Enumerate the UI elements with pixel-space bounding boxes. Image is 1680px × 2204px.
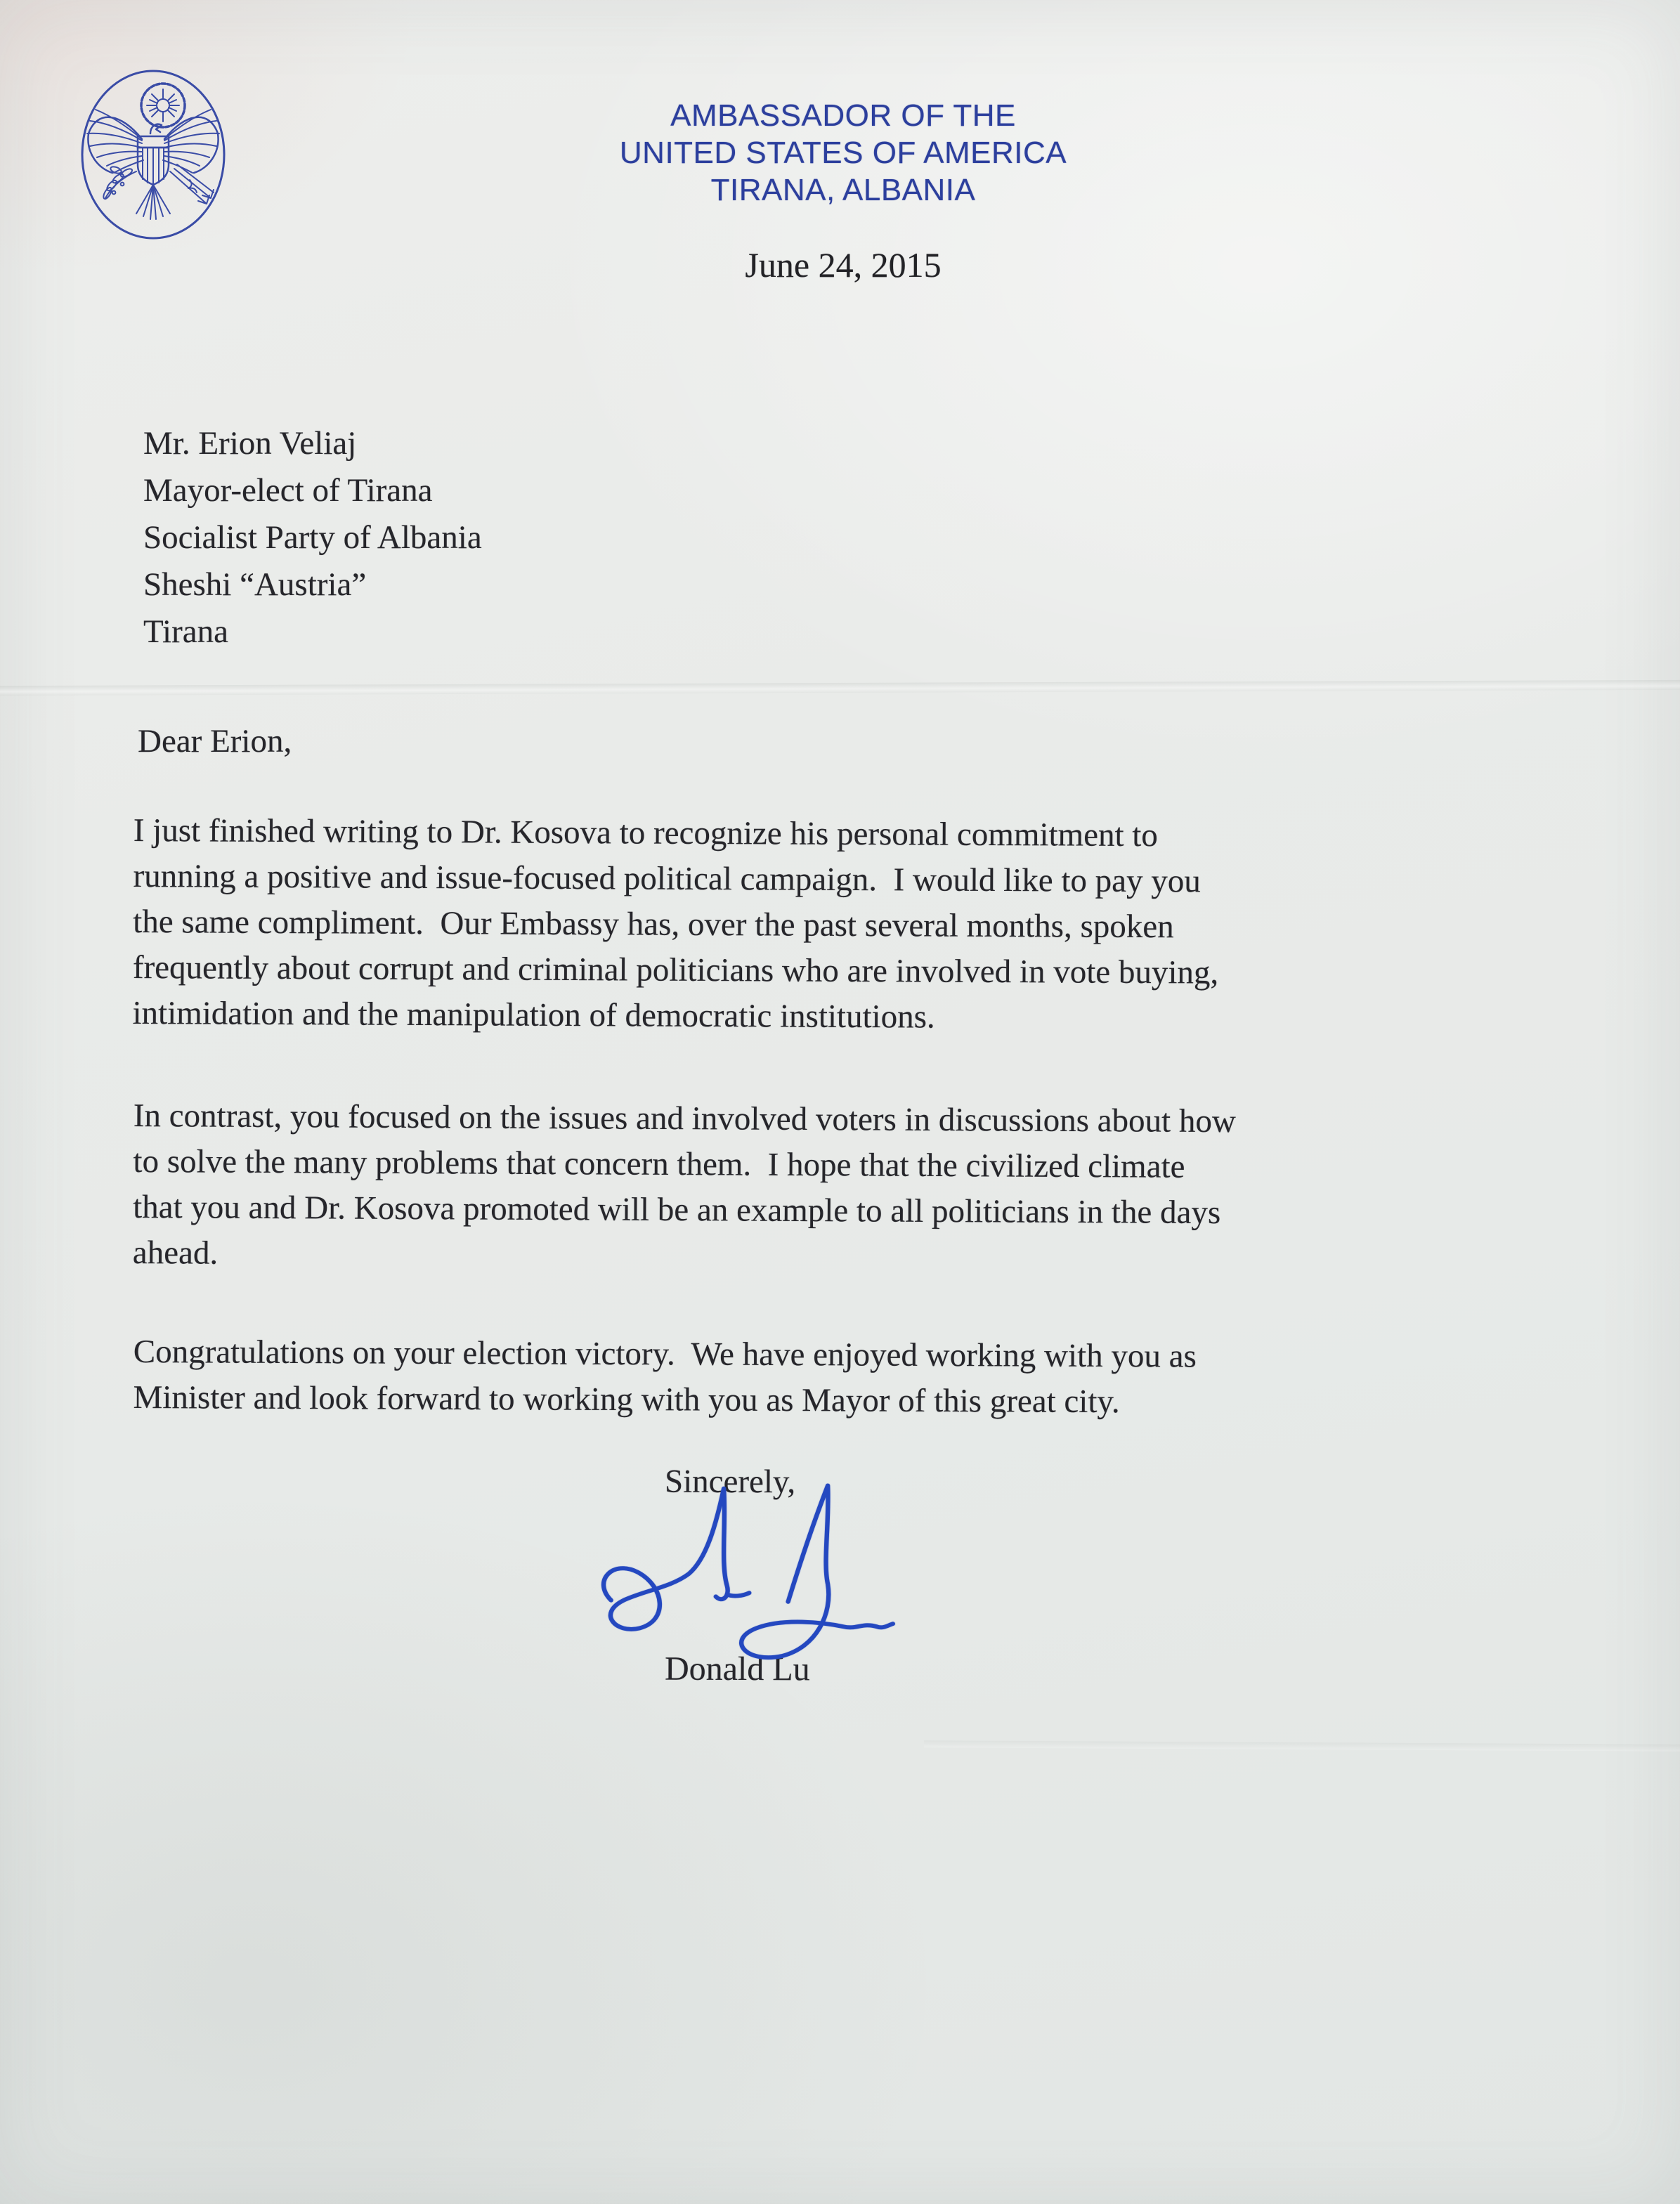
body-line: Congratulations on your election victory. We have enjoyed working with you as (133, 1334, 1197, 1375)
paper-fold-crease (0, 680, 1680, 696)
body-line: that you and Dr. Kosova promoted will be an example to all politicians in the days (133, 1188, 1221, 1232)
body-paragraph-3 (133, 1329, 1560, 1427)
letterhead-line-1: AMBASSADOR OF THE (670, 98, 1016, 133)
letterhead-line-2: UNITED STATES OF AMERICA (619, 136, 1067, 170)
body-line: Minister and look forward to working with you as Mayor of this great city. (133, 1378, 1120, 1421)
recipient-org: Socialist Party of Albania (143, 519, 482, 556)
signature (589, 1478, 906, 1669)
body-line: running a positive and issue-focused political campaign. I would like to pay you (133, 857, 1201, 900)
great-seal-icon (77, 66, 229, 243)
body-paragraph-2 (133, 1093, 1560, 1284)
signer-name: Donald Lu (664, 1650, 810, 1688)
letterhead-line-3: TIRANA, ALBANIA (710, 173, 976, 207)
body-line: to solve the many problems that concern them. I hope that the civilized climate (133, 1142, 1185, 1185)
recipient-title: Mayor-elect of Tirana (143, 472, 433, 509)
date-line: June 24, 2015 (745, 245, 942, 285)
letterhead (562, 97, 1124, 209)
body-line: the same compliment. Our Embassy has, over the past several months, spoken (133, 903, 1174, 946)
recipient-city: Tirana (143, 613, 228, 650)
recipient-address (143, 420, 482, 656)
recipient-street: Sheshi “Austria” (143, 566, 367, 603)
paper-fold-crease (924, 1740, 1680, 1752)
body-paragraph-1 (132, 808, 1560, 1043)
body-line: intimidation and the manipulation of democratic institutions. (132, 994, 935, 1036)
recipient-name: Mr. Erion Veliaj (143, 425, 357, 462)
body-line: frequently about corrupt and criminal politicians who are involved in vote buying, (132, 948, 1219, 991)
body-line: I just finished writing to Dr. Kosova to recognize his personal commitment to (133, 811, 1159, 854)
body-line: In contrast, you focused on the issues and involved voters in discussions about how (133, 1097, 1237, 1140)
body-line: ahead. (132, 1234, 219, 1272)
valediction: Sincerely, (664, 1463, 796, 1501)
salutation: Dear Erion, (138, 723, 292, 759)
